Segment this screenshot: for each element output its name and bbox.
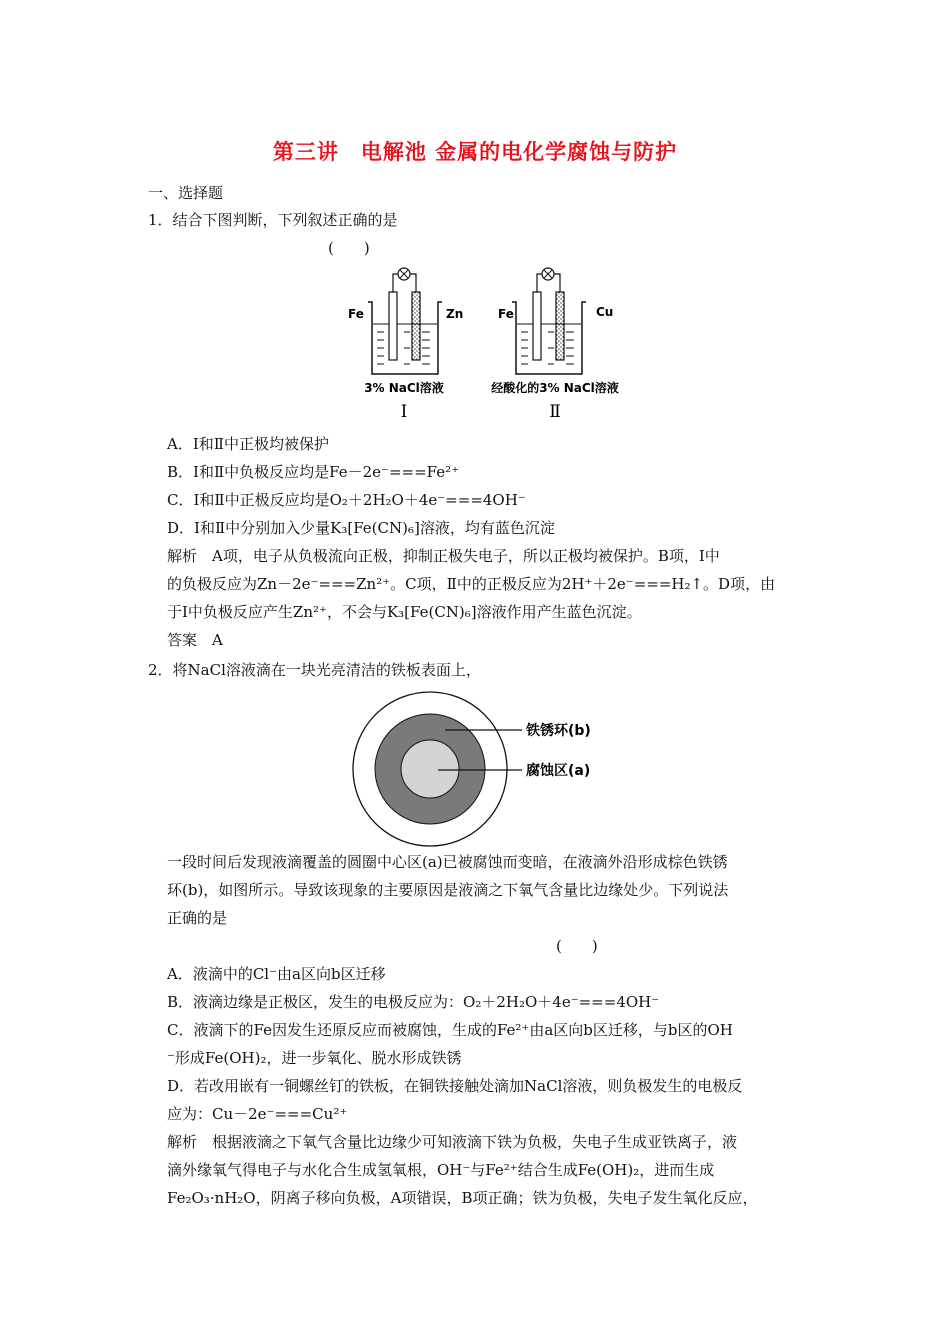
q2-option-d-cont: 应为：Cu－2e⁻===Cu²⁺ bbox=[167, 1105, 348, 1123]
cell2-numeral: Ⅱ bbox=[549, 402, 561, 422]
cell2-right-label: Cu bbox=[596, 305, 614, 319]
beaker bbox=[512, 302, 586, 374]
q2-analysis-line: 滴外缘氧气得电子与水化合生成氢氧根，OH⁻与Fe²⁺结合生成Fe(OH)₂，进而生成 bbox=[167, 1161, 715, 1179]
cell1-right-label: Zn bbox=[446, 307, 464, 321]
q2-analysis-line: 解析 根据液滴之下氧气含量比边缘少可知液滴下铁为负极，失电子生成亚铁离子，液 bbox=[167, 1133, 738, 1151]
q1-cells-figure bbox=[340, 262, 650, 424]
q2-droplet-figure bbox=[350, 688, 610, 848]
q2-option-a: A．液滴中的Cl⁻由a区向b区迁移 bbox=[167, 965, 386, 983]
q1-stem: 1．结合下图判断，下列叙述正确的是 bbox=[148, 211, 398, 229]
q2-option-c: C．液滴下的Fe因发生还原反应而被腐蚀，生成的Fe²⁺由a区向b区迁移，与b区的OH bbox=[167, 1021, 733, 1039]
beaker bbox=[368, 302, 442, 374]
cell1-caption: 3% NaCl溶液 bbox=[364, 381, 444, 395]
q1-option-b: B．Ⅰ和Ⅱ中负极反应均是Fe－2e⁻===Fe²⁺ bbox=[167, 463, 460, 481]
cell2-left-label: Fe bbox=[498, 307, 514, 321]
cu-electrode bbox=[556, 292, 564, 360]
cell1-numeral: Ⅰ bbox=[400, 402, 408, 422]
fe-electrode bbox=[533, 292, 541, 360]
q1-option-c: C．Ⅰ和Ⅱ中正极反应均是O₂＋2H₂O＋4e⁻===4OH⁻ bbox=[167, 491, 526, 509]
corrosion-zone bbox=[401, 740, 459, 798]
label-rust-ring: 铁锈环(b) bbox=[526, 723, 591, 739]
cell1-left-label: Fe bbox=[348, 307, 364, 321]
q1-analysis-line: 于Ⅰ中负极反应产生Zn²⁺，不会与K₃[Fe(CN)₆]溶液作用产生蓝色沉淀。 bbox=[167, 603, 642, 621]
fe-electrode bbox=[389, 292, 397, 360]
q1-analysis-line: 的负极反应为Zn－2e⁻===Zn²⁺。C项，Ⅱ中的正极反应为2H⁺＋2e⁻===H₂↑。D项，由 bbox=[167, 575, 776, 593]
q2-option-b: B．液滴边缘是正极区，发生的电极反应为：O₂＋2H₂O＋4e⁻===4OH⁻ bbox=[167, 993, 660, 1011]
q2-option-c-cont: ⁻形成Fe(OH)₂，进一步氧化、脱水形成铁锈 bbox=[167, 1049, 462, 1067]
q1-option-d: D．Ⅰ和Ⅱ中分别加入少量K₃[Fe(CN)₆]溶液，均有蓝色沉淀 bbox=[167, 519, 555, 537]
q2-text-line: 一段时间后发现液滴覆盖的圆圈中心区(a)已被腐蚀而变暗，在液滴外沿形成棕色铁锈 bbox=[167, 853, 728, 871]
q1-answer-bracket: ( ) bbox=[328, 239, 370, 257]
cell2-caption: 经酸化的3% NaCl溶液 bbox=[491, 381, 619, 395]
section-heading: 一、选择题 bbox=[148, 184, 224, 202]
cell-2 bbox=[512, 268, 586, 374]
page-title: 第三讲 电解池 金属的电化学腐蚀与防护 bbox=[272, 140, 678, 164]
q2-analysis-line: Fe₂O₃·nH₂O，阴离子移向负极，A项错误，B项正确；铁为负极，失电子发生氧化反应， bbox=[167, 1189, 758, 1207]
q1-option-a: A．Ⅰ和Ⅱ中正极均被保护 bbox=[167, 435, 329, 453]
q1-answer: 答案 A bbox=[167, 631, 223, 649]
zn-electrode bbox=[412, 292, 420, 360]
q2-text-line: 正确的是 bbox=[167, 909, 228, 927]
cell-1 bbox=[368, 268, 442, 374]
q2-option-d: D．若改用嵌有一铜螺丝钉的铁板，在铜铁接触处滴加NaCl溶液，则负极发生的电极反 bbox=[167, 1077, 743, 1095]
q2-answer-bracket: ( ) bbox=[556, 937, 598, 955]
q2-text-line: 环(b)，如图所示。导致该现象的主要原因是液滴之下氧气含量比边缘处少。下列说法 bbox=[167, 881, 729, 899]
q1-analysis-line: 解析 A项，电子从负极流向正极，抑制正极失电子，所以正极均被保护。B项，Ⅰ中 bbox=[167, 547, 720, 565]
label-corrosion-zone: 腐蚀区(a) bbox=[526, 763, 591, 779]
q2-stem: 2．将NaCl溶液滴在一块光亮清洁的铁板表面上， bbox=[148, 661, 481, 679]
